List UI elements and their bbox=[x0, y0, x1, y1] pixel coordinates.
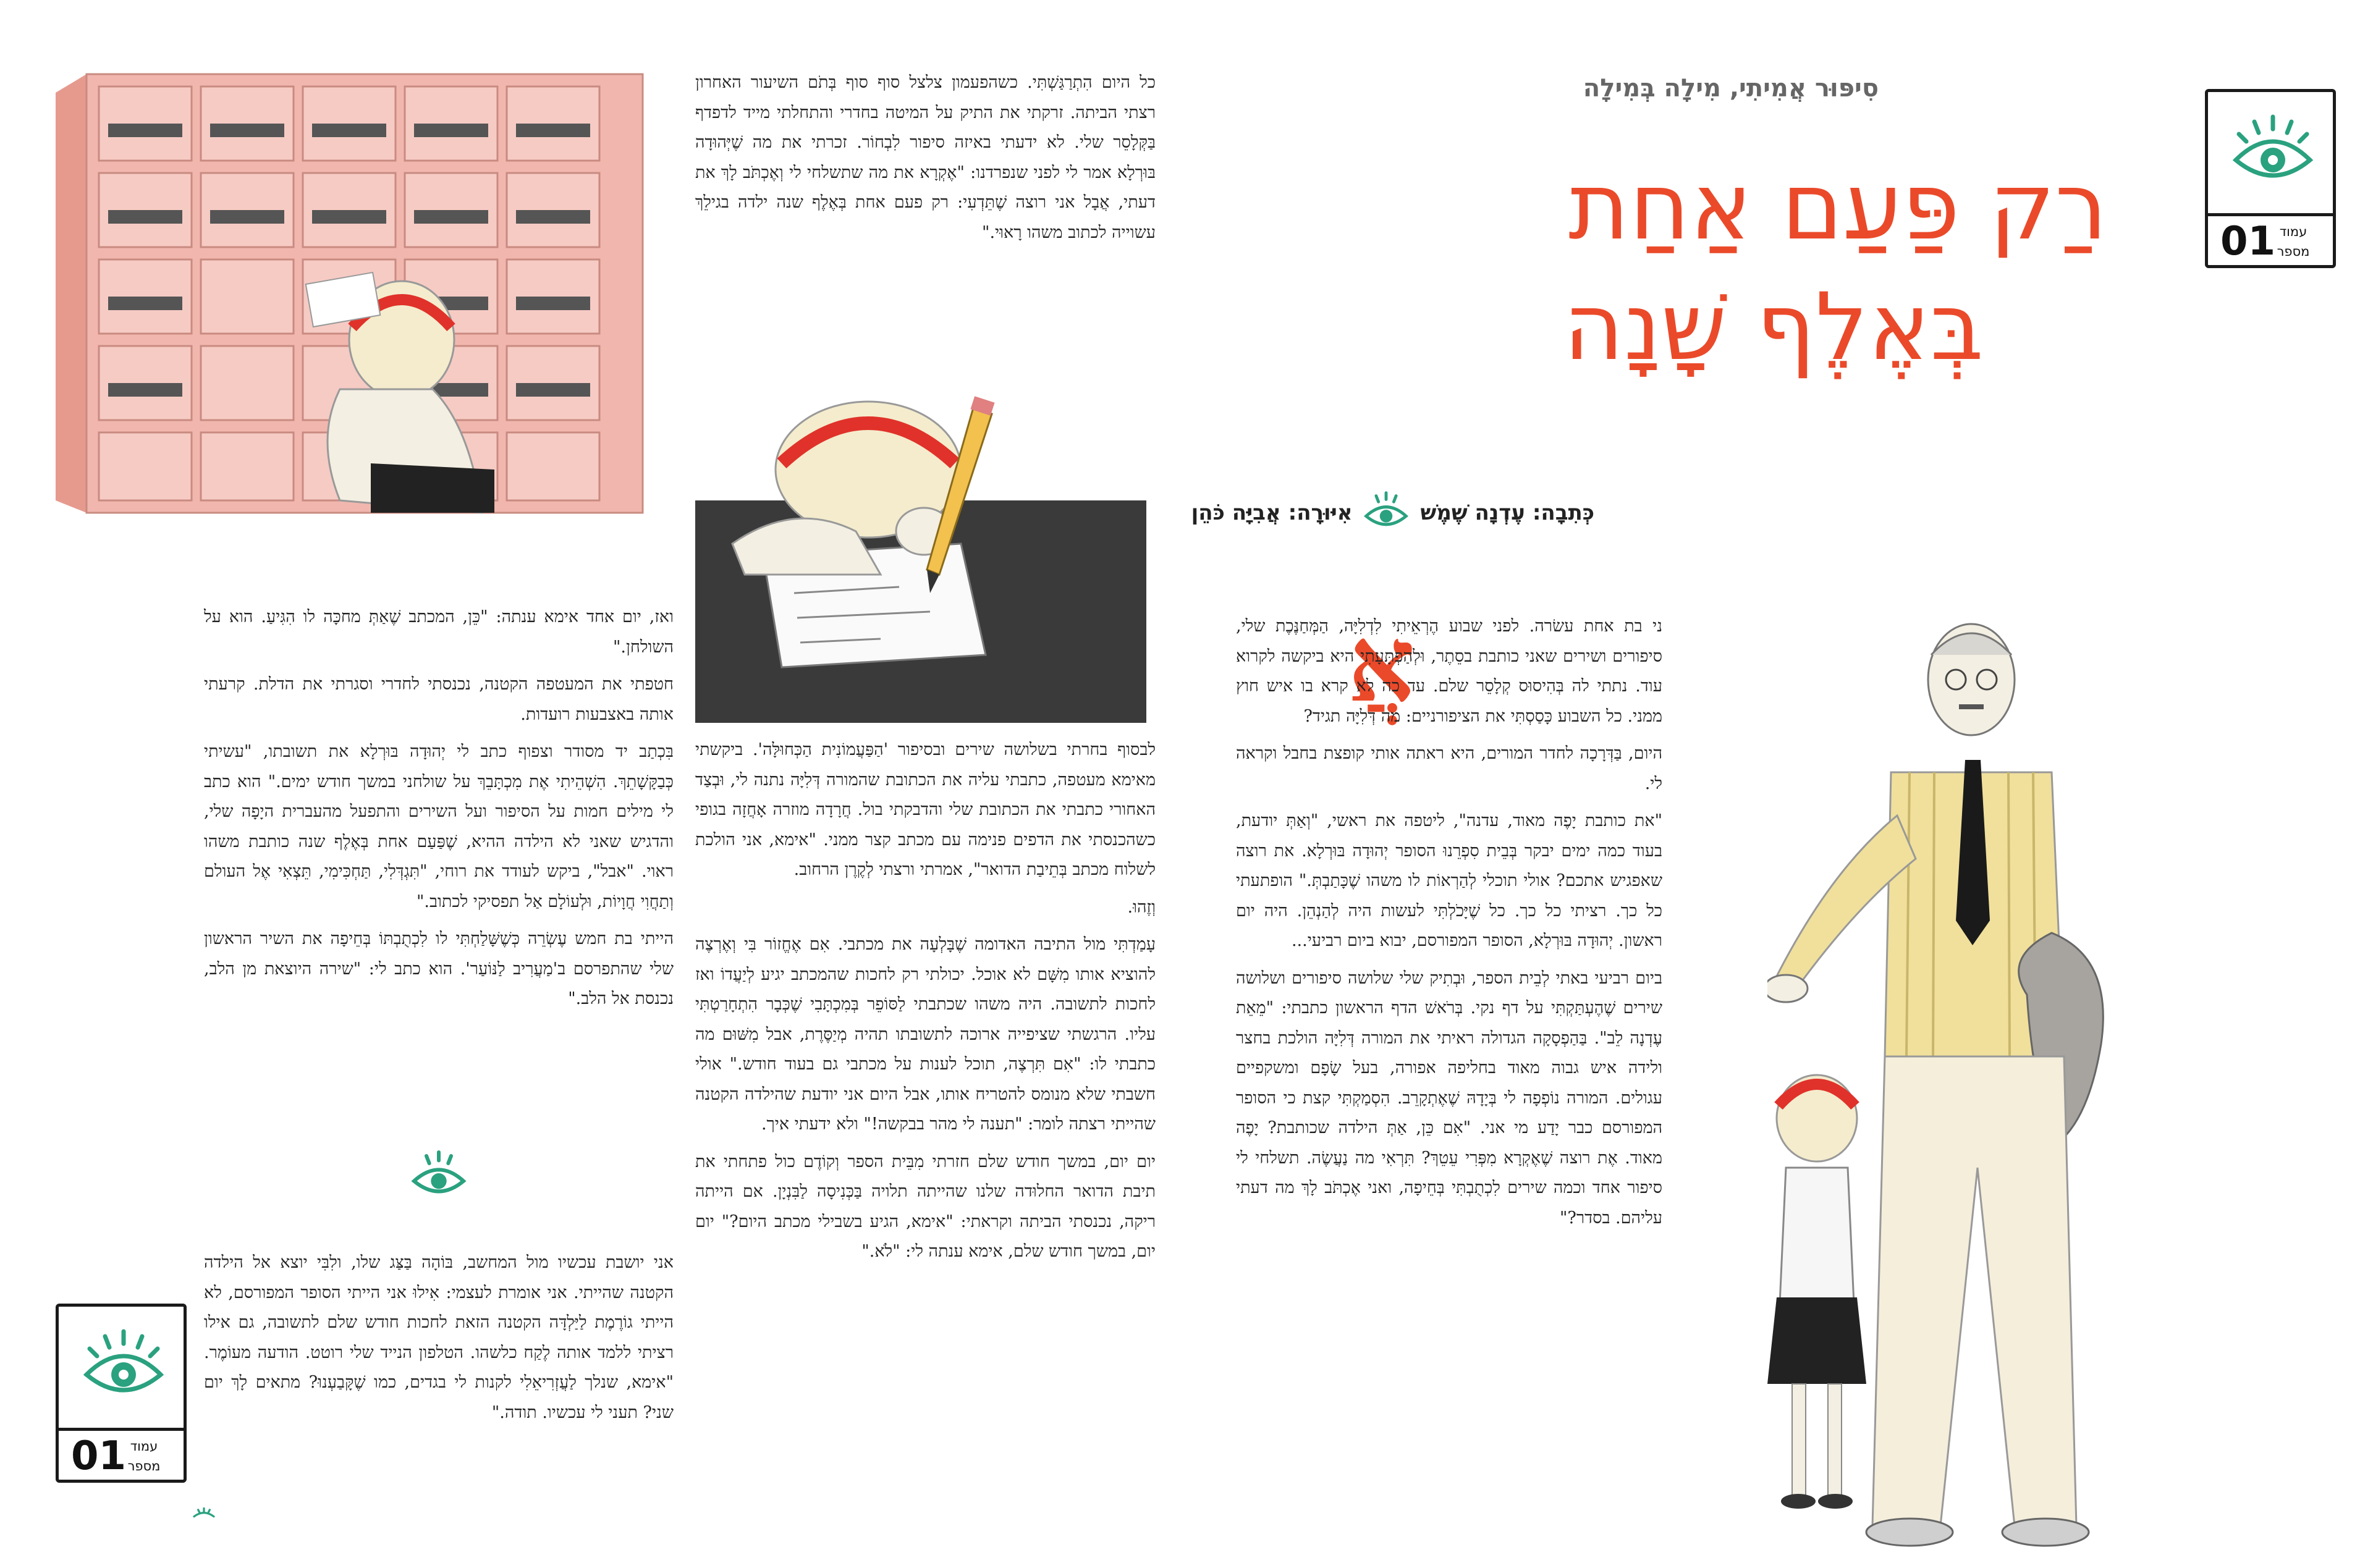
eye-icon bbox=[408, 1149, 470, 1205]
credits bbox=[1191, 491, 1594, 534]
paragraph: וְזֶהוּ. bbox=[1127, 897, 1156, 917]
drop-cap: אֲ bbox=[1347, 602, 1415, 726]
paragraph: בִּכְתַב יד מסודר וצפוף כתב לי יְהוּדָה בּוּרְלָא את תשובתו, "עשיתי כְּבַקָּשָׁתֵךְ. הִשְׁהֵיתִי אֶת מִכְתָּבֵךְ על שולחני במשך חודש ימים." הוא כתב לי מילים חמות על הסיפור ועל השירים והתפעל מהעברית היָפָה שלי, והדגיש שאני לא הילדה ההיא, שֶׁפַּעַם אחת בְּאֶלֶף שנה כותבת משהו ראוי. "אבל", ביקש לעודד את רוחי, "תִּגְדְּלִי, תַּחְכִּימִי, תֵּצְאִי אֶל העולם וְתַחֲוִי חֲוָיוֹת, וּלְעוֹלָם אַל תפסיקי לכתוב." bbox=[204, 742, 674, 911]
badge-number: 01 bbox=[2220, 219, 2276, 264]
paragraph: ביום רביעי באתי לְבֵית הספר, וּבְתִיק שלי שלושה סיפורים ושלושה שירים שֶׁהֶעְתַּקְתִּי על דף נקי. בְּרֹאשׁ הדף הראשון כתבתי: "מֵאֵת עֶדְנָה לֵב". בַּהַפְסָקָה הגדולה ראיתי את המורה דְּלִיָּה הולכת בחצר ולידה איש גבוה מאוד בחליפה אפורה, בעל שָׂפָם ומשקפיים עגולים. המורה נוֹפְפָה לי בְּיָדָהּ שֶׁאֶתְקָרֵב. הִסְמַקְתִּי קצת כי הסופר המפורסם כבר יָדַע מי אני. "אִם כֵּן, אַתְּ הילדה שכותבת? יָפֶה מאוד. אֶת רוצה שֶׁאֶקְרָא מִפְּרִי עֵטֵךְ? תִּרְאִי מה נַעֲשֶׂה. תשלחי לי סיפור אחד וכמה שירים לִכְתֻבְתִּי בְּחֵיפָה, ואני אֶכְתֹּב לָךְ מה דעתי עליהם. בסדר?" bbox=[1236, 968, 1662, 1228]
eye-icon bbox=[1360, 491, 1413, 534]
kicker: סִיפּוּר אֲמִיתִי, מִילָה בְּמִילָה bbox=[1583, 74, 1879, 103]
article-column-top bbox=[695, 68, 1156, 255]
badge-label: עמוד מספר bbox=[127, 1439, 161, 1473]
article-column-right bbox=[1236, 612, 1662, 1241]
paragraph: הייתי בת חמש עֶשְׂרֵה כְּשֶׁשָּׁלַחְתִּי לו לִכְתֻבְתּוֹ בְּחֵיפָה את השיר הראשון שלי שהתפרסם ב'מַעֲרִיב לַנּוֹעַר'. הוא כתב לי: "שירה היוצאת מן הלב, נכנסת אל הלב." bbox=[204, 929, 674, 1008]
badge-number: 01 bbox=[71, 1433, 127, 1479]
writer-label: כְּתִבָה: bbox=[1532, 500, 1594, 525]
page-number-badge bbox=[56, 1304, 187, 1483]
paragraph: ני בת אחת עשׂרה. לפני שבוע הֶרְאֵיתִי לִדְלִיָּה, הַמְּחַנֶּכֶת שלי, סיפורים ושירים שאני כותבת בסֵתֶר, וּלְהַפְתָּעָתִי היא ביקשה לקרוא עוד. נתתי לה בְּהִיסוּס קְלָסֵר שלם. עד כה לא קרא בו איש חוץ ממני. כל השבוע כָּסַסְתִּי את הציפורניים: מה דְּלִיָּה תגיד? bbox=[1236, 617, 1662, 726]
illustration-girl-writing bbox=[695, 389, 1146, 723]
paragraph: חטפתי את המעטפה הקטנה, נכנסתי לחדרי וסגרתי את הדלת. קרעתי אותה באצבעות רועדות. bbox=[204, 675, 674, 724]
paragraph: יום יום, במשך חודש שלם חזרתי מִבֵּית הספר וְקוֹדֶם כול פתחתי את תיבת הדואר החלוּדה שלנו שהייתה תלויה בַּכְּנִיסָה לַבִּנְיָן. אם הייתה ריקה, נכנסתי הביתה וקראתי: "אימא, הגיע בשבילי מכתב היום?" יום יום, במשך חודש שלם, אימא ענתה לי: "לֹא." bbox=[695, 1152, 1156, 1261]
badge-label: עמוד מספר bbox=[2277, 224, 2310, 259]
illustration-writer-and-girl bbox=[1767, 612, 2212, 1563]
eye-icon bbox=[192, 1507, 216, 1522]
article-column-middle bbox=[695, 735, 1156, 1275]
writer-name: עֶדְנָה שֶׁמֶשׁ bbox=[1420, 500, 1525, 525]
paragraph: ואז, יום אחד אימא ענתה: "כֵּן, המכתב שֶׁאַתְּ מחכָּה לו הִגִּיעַ. הוא על השולחן." bbox=[204, 607, 674, 657]
page-number-badge bbox=[2205, 89, 2336, 268]
illustrator-name: אֲבִיָּה כֹּהֵן bbox=[1191, 500, 1281, 525]
paragraph: עָמַדְתִּי מול התיבה האדומה שֶׁבָּלְעָה את מכתבי. אִם אֶחֱזוֹר בִּי וְאֶרְצֶה להוציא אותו מִשָּׁם לא אוכל. יכולתי רק לחכות שהמכתב יגיע לְיַעֲדוֹ ואז לחכות לתשובה. היה משהו שכתבתי לַסּוֹפֵר בְּמִכְתָּבִי שֶׁכְּבָר הִתְחָרַטְתִּי עליו. הרגשתי שציפייה ארוכה לתשובתו תהיה מְיַסֶּרֶת, אבל מִשּׁוּם מה כתבתי לו: "אִם תִּרְצֶה, תוכל לענות על מכתבי גם בעוד חודש." אולי חשבתי שלא מנומס להטריח אותו, אבל היום אני יודעת שהילדה הקטנה שהייתי רצתה לומר: "תענה לי מהר בבקשה!" ולא ידעתי איך. bbox=[695, 935, 1156, 1134]
illustration-mailboxes bbox=[49, 68, 667, 525]
illustrator-label: אִיּוּרָה: bbox=[1288, 500, 1353, 525]
badge-divider bbox=[59, 1428, 184, 1431]
article-column-left bbox=[204, 602, 674, 1022]
page-title-line1: רַק פַּעַם אַחַת bbox=[1568, 153, 2107, 261]
article-column-left-bottom bbox=[204, 1248, 674, 1435]
paragraph: "את כותבת יָפֶה מאוד, עדנה", ליטפה את ראשי, "וְאַתְּ יודעת, בעוד כמה ימים יבקר בְּבֵית סִפְרֵנוּ הסופר יְהוּדָה בּוּרְלָא. את רוצה שאפגיש אתכם? אולי תוכלי לְהַרְאוֹת לו משהו שֶׁכָּתַבְתְּ." הופתעתי כל כך. רציתי כל כך. כל שֶׁיָּכֹלְתִּי לעשות היה לְהַנְהֵן. היה יום ראשון. יְהוּדָה בּוּרְלָא, הסופר המפורסם, יבוא ביום רביעי... bbox=[1236, 811, 1662, 950]
paragraph: כל היום הִתְרַגַּשְׁתִּי. כשהפעמון צלצל סוף סוף בְּתֹם השיעור האחרון רצתי הביתה. זרקתי את התיק על המיטה בחדרי והתחלתי מייד לדפדף בַּקְּלָסֵר שלי. לא ידעתי באיזה סיפור לִבְחוֹר. זכרתי את מה שֶׁיְּהוּדָה בּוּרְלָא אמר לי לפני שנפרדנו: "אֶקְרָא את מה שתשלחי לי וְאֶכְתֹּב לָךְ את דעתי, אֲבָל אני רוצה שֶׁתֵּדְעִי: רק פעם אחת בְּאֶלֶף שנה ילדה בגילֵךְ עשוייה לכתוב משהו רָאוּי." bbox=[695, 73, 1156, 242]
eye-icon bbox=[77, 1325, 170, 1418]
paragraph: אני יושבת עכשיו מול המחשב, בּוֹהָה בַּצַּג שלו, ולִבִּי יוצא אל הילדה הקטנה שהייתי. אני אומרת לעצמי: אִילוּ אני הייתי הסופר המפורסם, לא הייתי גוֹרֶמֶת לַיַּלְדָּה הקטנה הזאת לחכות חודש שלם לתשובה, גם אילו רציתי ללמד אותה לֶקַח כלשהו. הטלפון הנייד שלי רוטט. הודעה מעוֹמֶר. "אימא, שנלך לַעֲזְרִיאֵלִי לקנות לי בגדים, כמו שֶׁקָּבַעְנוּ? מתאים לָךְ יום שני? תעני לי עכשיו. תודה." bbox=[204, 1253, 674, 1422]
paragraph: היום, בַּדְּרָכָה לחדר המורים, היא ראתה אותי קופצת בחבל וקראה לי. bbox=[1236, 744, 1662, 793]
badge-divider bbox=[2208, 213, 2333, 216]
eye-icon bbox=[2227, 111, 2319, 203]
paragraph: לבסוף בחרתי בשלושה שירים ובסיפור 'הַפַּעֲמוֹנִית הַכְּחוּלָּה'. ביקשתי מאימא מעטפה, כתבתי עליה את הכתובת שהמורה דְּלִיָּה נתנה לי, וּבְצַד האחורי כתבתי את הכתובת שלי והדבקתי בול. חֲרָדָה מוזרה אָחֲזָה בגופי כשהכנסתי את הדפים פנימה עם מכתב קצר ממני. "אימא, אני הולכת לשלוח מכתב בְּתֵיבַת הדואר", אמרתי ורצתי לְקֶרֶן הרחוב. bbox=[695, 740, 1156, 879]
page-title-line2: בְּאֶלֶף שָׁנָה bbox=[1563, 274, 1984, 381]
